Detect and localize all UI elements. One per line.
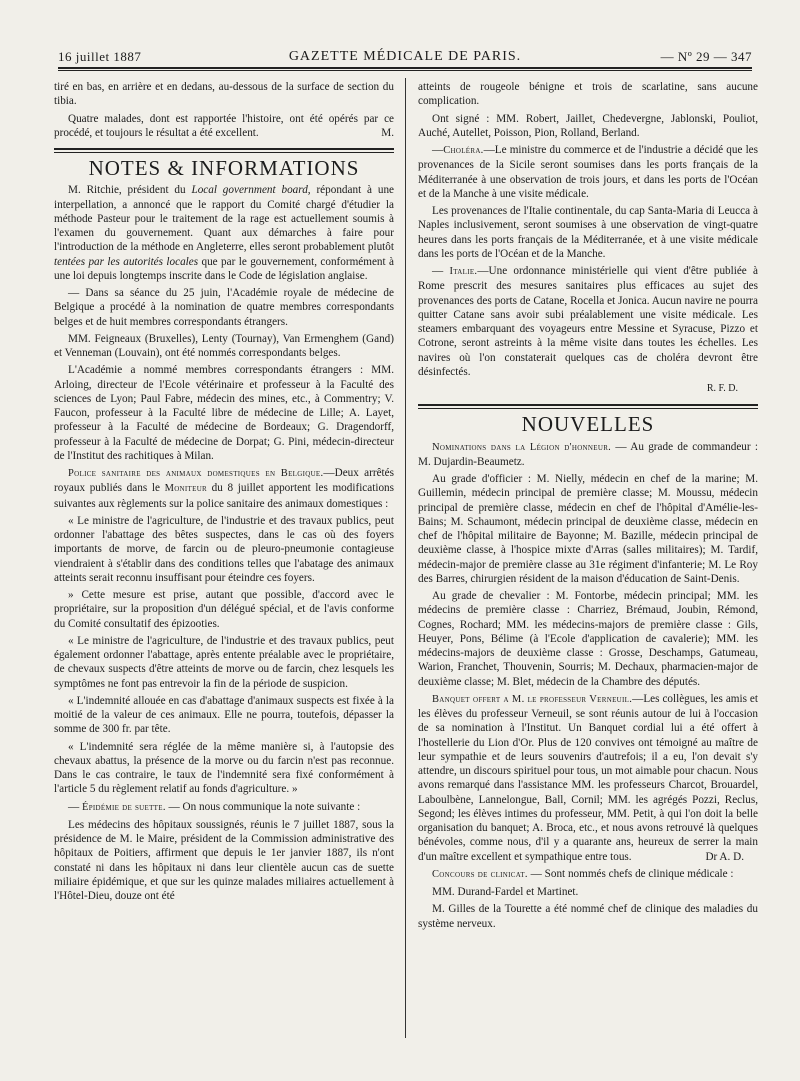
paragraph: « L'indemnité allouée en cas d'abattage d'animaux suspects est fixée à la moitié de la valeur de ces animaux. Elle ne pourra, toutefois, dépasser la somme de 300 fr. par tête. — [54, 694, 394, 736]
paragraph: — Italie.—Une ordonnance ministérielle qui vient d'être publiée à Rome prescrit des mesures sanitaires plus efficaces au sujet des provenances des ports de Catane, Rocella et Jonica. Aucun navire ne pourra quitter Catane sans avoir subi préalablement une visite médicale. Les steamers embarquant des voyageurs entre Messine et Syracuse, Pizzo et Cotrone, seront astreints à la même visite dans toutes les échelles. Les navires où l'on constaterait quelques cas de choléra devront être désinfectés. — [418, 265, 758, 378]
header-rule — [58, 67, 752, 69]
paragraph: « Le ministre de l'agriculture, de l'industrie et des travaux publics, peut également ordonner l'abattage, après entente préalable avec le propriétaire, de chevaux suspects d'être atteints de morve ou de farcin, chez lesquels les symptômes ne font pas entrevoir la fin de la période de suspicion. — [54, 634, 394, 690]
signature: M. — [381, 126, 394, 139]
paragraph: tiré en bas, en arrière et en dedans, au-dessous de la surface de section du tibia. — [54, 81, 394, 108]
subhead-nominations: Nominations dans la Légion d'honneur. — [432, 441, 612, 453]
paragraph: —Choléra.—Le ministre du commerce et de l'industrie a décidé que les provenances de la Sicile seront soumises dans les ports français de la Méditerranée à une observation de trois jours, et dans les ports de l'Océan et de la Manche à une visite médicale. — [418, 144, 758, 200]
paragraph: Police sanitaire des animaux domestiques en Belgique.—Deux arrêtés royaux publiés dans le Moniteur du 8 juillet apportent les modifications suivantes aux règlements sur la police sanitaire des animaux domestiques : — [54, 467, 394, 510]
column-divider — [405, 78, 406, 1038]
left-column — [54, 80, 394, 906]
paragraph: MM. Feigneaux (Bruxelles), Lenty (Tournay), Van Ermenghem (Gand) et Venneman (Louvain), ont été nommés correspondants belges. — [54, 332, 394, 359]
paragraph: Au grade de chevalier : M. Fontorbe, médecin principal; MM. les médecins de première classe : Charriez, Brémaud, Joubin, Rémond, Cognes, Rochard; MM. les médecins-majors de première classe : Gils, Heuyer, Pons, Bélime (à l'Ecole d'application de cavalerie); MM. les médecins-majors de deuxième classe : Grosse, Deschamps, Gatumeau, Warion, Franchet, Thouvenin, Sourris; M. Dechaux, pharmacien-major de deuxième classe; M. Blet, médecin de la Chambre des députés. — [418, 590, 758, 688]
section-title-nouvelles: NOUVELLES — [521, 412, 655, 437]
subhead-suette: Épidémie de suette. — [81, 801, 166, 813]
paragraph: Banquet offert a M. le professeur Verneuil.—Les collègues, les amis et les élèves du professeur Verneuil, se sont réunis autour de lui à l'occasion de sa nomination à l'Institut. Un Banquet cordial lui a été offert à l'hostellerie du Lion d'Or. Plus de 120 convives ont témoigné au maître de leur sympathie et de leurs souvenirs d'autrefois; il a eu, l'on devait s'y attendre, un discours spirituel pour tous, un mot aimable pour chacun. Nous avons remarqué dans l'assistance MM. les professeurs Charcot, Brouardel, Laboulbène, Lannelongue, Ball, Cornil; MM. les agrégés Pozzi, Reclus, Segond; les élèves intimes du professeur, MM. Petit, à qui l'on doit la belle organisation du banquet; A. Broca, etc., et nous avons retrouvé là quelques bénévoles, comme nous, d'il y a quarante ans, heureux de serrer la main d'un maître excellent et sympathique entre tous. Dr A. D. — [418, 692, 758, 863]
paragraph: « Le ministre de l'agriculture, de l'industrie et des travaux publics, peut ordonner l'abattage des bêtes suspectes, dans le cas où des foyers importants de morve, de farcin ou de pleuro-pneumonie contagieuse viendraient à s'établir dans des conditions telles que l'abatage des animaux atteints serait reconnu insuffisant pour éteindre ces foyers. — [54, 514, 394, 584]
paragraph: M. Gilles de la Tourette a été nommé chef de clinique des maladies du système nerveux. — [418, 903, 758, 930]
subhead-banquet: Banquet offert a M. le professeur Verneuil. — [432, 693, 633, 705]
paragraph: MM. Durand-Fardel et Martinet. — [432, 886, 579, 898]
paragraph: Ont signé : MM. Robert, Jaillet, Chedevergne, Jablonski, Pouliot, Auché, Autellet, Poisson, Pion, Rolland, Berland. — [418, 112, 758, 139]
page-header — [58, 49, 752, 67]
paragraph: Nominations dans la Légion d'honneur. — Au grade de commandeur : M. Dujardin-Beaumetz. — [418, 440, 759, 468]
paragraph: Les médecins des hôpitaux soussignés, réunis le 7 juillet 1887, sous la présidence de M. le Maire, président de la Commission administrative des hôpitaux de Poitiers, affirment que depuis le 1er janvier 1887, ils n'ont constaté ni dans les hôpitaux ni dans leur clientèle aucun cas de suette miliaire épidémique, et que sur les quinze malades miliaires actuellement à l'Hôtel-Dieu, douze ont été — [54, 818, 394, 902]
paragraph: Au grade d'officier : M. Nielly, médecin en chef de la marine; M. Guillemin, médecin principal de première classe; M. Moussu, médecin principal de première classe, médecin en chef de l'hôpital d'Amélie-les-Bains; M. Schaumont, médecin principal de deuxième classe, médecin en chef de l'hôpital militaire de Bayonne; M. Bazille, médecin principal de deuxième classe, à l'hospice mixte d'Arras (salles militaires); M. Tardif, médecin-major de première classe au 31e régiment d'infanterie; M. Le Roy des Barres, chirurgien résident de la maison d'éducation de Saint-Denis. — [418, 473, 758, 585]
subhead-police: Police sanitaire des animaux domestiques en Belgique. — [68, 468, 324, 479]
header-rule-thin — [58, 70, 752, 71]
header-title: GAZETTE MÉDICALE DE PARIS. — [288, 49, 522, 64]
signature: Dr A. D. — [705, 850, 744, 863]
header-issue: — Nº 29 — 347 — [660, 49, 752, 64]
paragraph: Les provenances de l'Italie continentale, du cap Santa-Maria di Leucca à Naples inclusivement, seront soumises à une observation de vingt-quatre heures dans les ports français de la Méditerranée, et à une visite médicale dans les ports de l'Océan et de la Manche. — [418, 205, 758, 260]
header-date: 16 juillet 1887 — [58, 49, 142, 64]
right-column — [418, 80, 758, 934]
paragraph: « L'indemnité sera réglée de la même manière si, à l'autopsie des chevaux abattus, la présence de la morve ou du farcin n'est pas reconnue. Dans le cas contraire, le taux de l'indemnité sera fixé conformément à l'article 5 du règlement relatif au fonds d'agriculture. » — [54, 740, 394, 796]
paragraph: — Épidémie de suette. — On nous communique la note suivante : — [68, 800, 361, 813]
paragraph: atteints de rougeole bénigne et trois de scarlatine, sans aucune complication. — [418, 81, 758, 108]
paragraph: » Cette mesure est prise, autant que possible, d'accord avec le propriétaire, sur la proposition d'un délégué spécial, et de l'avis conforme du Comité consultatif des épizooties. — [54, 589, 394, 630]
paragraph: L'Académie a nommé membres correspondants étrangers : MM. Arloing, directeur de l'Ecole vétérinaire et professeur à la Faculté des sciences de Lyon; Paul Fabre, médecin des mines, etc., à Commentry; V. Faucon, professeur à la Faculté libre de médecine de Lille; A. Layet, professeur à la Faculté de médecine de Bordeaux; G. Dragendorff, professeur à la Faculté de médecine de Dorpat; G. Pini, médecin-directeur de l'Institut des rachitiques à Milan. — [54, 364, 394, 462]
section-rule-thin — [54, 152, 394, 153]
subhead-clinicat: Concours de clinicat. — [432, 868, 528, 880]
section-rule — [418, 404, 758, 406]
signature: R. F. D. — [706, 383, 738, 394]
subhead-cholera: Choléra. — [443, 145, 484, 156]
subhead-italie: Italie. — [449, 266, 478, 277]
section-rule — [54, 148, 394, 150]
paragraph: Quatre malades, dont est rapportée l'histoire, ont été opérés par ce procédé, et toujours le résultat a été excellent. M. — [54, 112, 394, 139]
paragraph: — Dans sa séance du 25 juin, l'Académie royale de médecine de Belgique a procédé à la nomination de quatre membres correspondants belges et de huit membres correspondants étrangers. — [54, 287, 394, 328]
paragraph: Concours de clinicat. — Sont nommés chefs de clinique médicale : — [432, 867, 734, 880]
section-rule-thin — [418, 408, 758, 409]
section-title-notes: NOTES & INFORMATIONS — [88, 156, 360, 180]
paragraph: M. Ritchie, président du Local government board, répondant à une interpellation, a annoncé que le rapport du Comité chargé d'étudier la méthode Pasteur pour le traitement de la rage est actuellement soumis à l'examen du gouvernement. Quant aux démarches à faire pour l'introduction de la méthode en Angleterre, elles seront probablement plutôt tentées par les autorités locales que par le gouvernement, conformément à une loi depuis longtemps inscrite dans le Code de législation anglaise. — [54, 184, 395, 282]
